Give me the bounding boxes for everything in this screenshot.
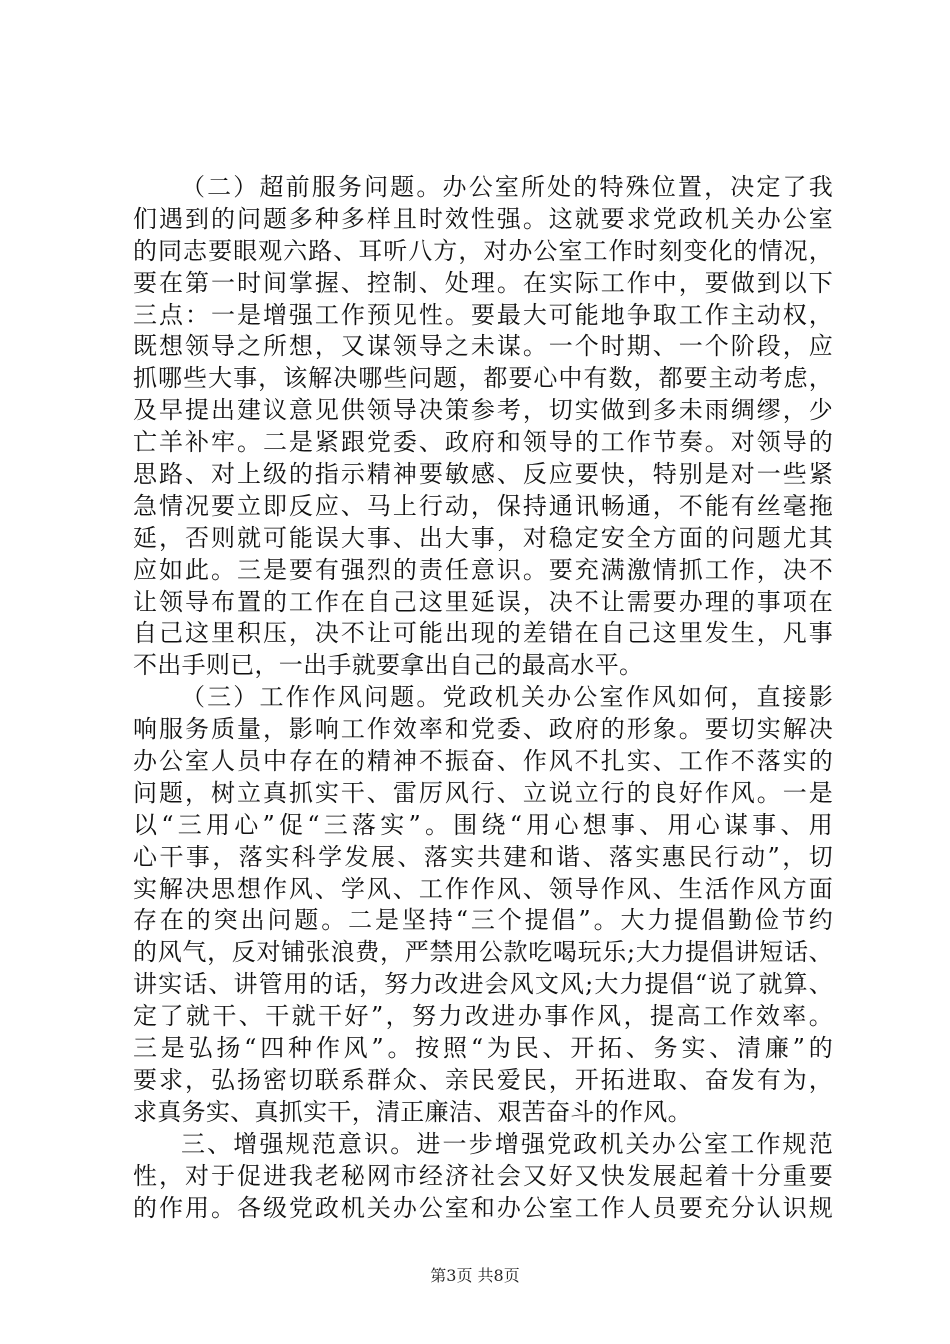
text-line: 急情况要立即反应、马上行动，保持通讯畅通，不能有丝毫拖 xyxy=(133,491,833,520)
text-line: 的同志要眼观六路、耳听八方，对办公室工作时刻变化的情况， xyxy=(133,236,833,265)
text-line: 抓哪些大事，该解决哪些问题，都要心中有数，都要主动考虑， xyxy=(133,364,833,393)
text-line: 自己这里积压，决不让可能出现的差错在自己这里发生，凡事 xyxy=(133,619,833,648)
text-line: 性，对于促进我老秘网市经济社会又好又快发展起着十分重要 xyxy=(133,1161,833,1190)
text-line: 三是弘扬“四种作风”。按照“为民、开拓、务实、清廉”的 xyxy=(133,1034,833,1063)
text-line: 既想领导之所想，又谋领导之未谋。一个时期、一个阶段，应 xyxy=(133,332,833,361)
text-line: 讲实话、讲管用的话，努力改进会风文风;大力提倡“说了就算、 xyxy=(133,970,833,999)
text-line: 的作用。各级党政机关办公室和办公室工作人员要充分认识规 xyxy=(133,1193,833,1222)
text-line: 以“三用心”促“三落实”。围绕“用心想事、用心谋事、用 xyxy=(133,810,833,839)
text-line: 问题，树立真抓实干、雷厉风行、立说立行的良好作风。一是 xyxy=(133,778,833,807)
text-line: 亡羊补牢。二是紧跟党委、政府和领导的工作节奏。对领导的 xyxy=(133,428,833,457)
text-line: 三、增强规范意识。进一步增强党政机关办公室工作规范 xyxy=(181,1129,833,1158)
text-line: 的风气，反对铺张浪费，严禁用公款吃喝玩乐;大力提倡讲短话、 xyxy=(133,938,833,967)
body-text xyxy=(133,172,833,1224)
text-line: 及早提出建议意见供领导决策参考，切实做到多未雨绸缪，少 xyxy=(133,396,833,425)
text-line: 要求，弘扬密切联系群众、亲民爱民，开拓进取、奋发有为， xyxy=(133,1065,833,1094)
text-line: 办公室人员中存在的精神不振奋、作风不扎实、工作不落实的 xyxy=(133,747,833,776)
text-line: 不出手则已，一出手就要拿出自己的最高水平。 xyxy=(133,651,644,680)
text-line: 三点：一是增强工作预见性。要最大可能地争取工作主动权， xyxy=(133,300,833,329)
text-line: 要在第一时间掌握、控制、处理。在实际工作中，要做到以下 xyxy=(133,268,833,297)
text-line: 存在的突出问题。二是坚持“三个提倡”。大力提倡勤俭节约 xyxy=(133,906,833,935)
text-line: （三）工作作风问题。党政机关办公室作风如何，直接影 xyxy=(181,683,833,712)
text-line: 求真务实、真抓实干，清正廉洁、艰苦奋斗的作风。 xyxy=(133,1097,692,1126)
text-line: 让领导布置的工作在自己这里延误，决不让需要办理的事项在 xyxy=(133,587,833,616)
text-line: 定了就干、干就干好”，努力改进办事作风，提高工作效率。 xyxy=(133,1002,833,1031)
text-line: 响服务质量，影响工作效率和党委、政府的形象。要切实解决 xyxy=(133,715,833,744)
text-line: 实解决思想作风、学风、工作作风、领导作风、生活作风方面 xyxy=(133,874,833,903)
text-line: （二）超前服务问题。办公室所处的特殊位置，决定了我 xyxy=(181,173,833,201)
text-line: 们遇到的问题多种多样且时效性强。这就要求党政机关办公室 xyxy=(133,204,833,233)
text-line: 思路、对上级的指示精神要敏感、反应要快，特别是对一些紧 xyxy=(133,460,833,489)
text-line: 心干事，落实科学发展、落实共建和谐、落实惠民行动”，切 xyxy=(133,842,833,871)
text-line: 延，否则就可能误大事、出大事，对稳定安全方面的问题尤其 xyxy=(133,523,833,552)
page-footer: 第3页 共8页 xyxy=(430,1266,520,1285)
text-line: 应如此。三是要有强烈的责任意识。要充满激情抓工作，决不 xyxy=(133,555,833,584)
